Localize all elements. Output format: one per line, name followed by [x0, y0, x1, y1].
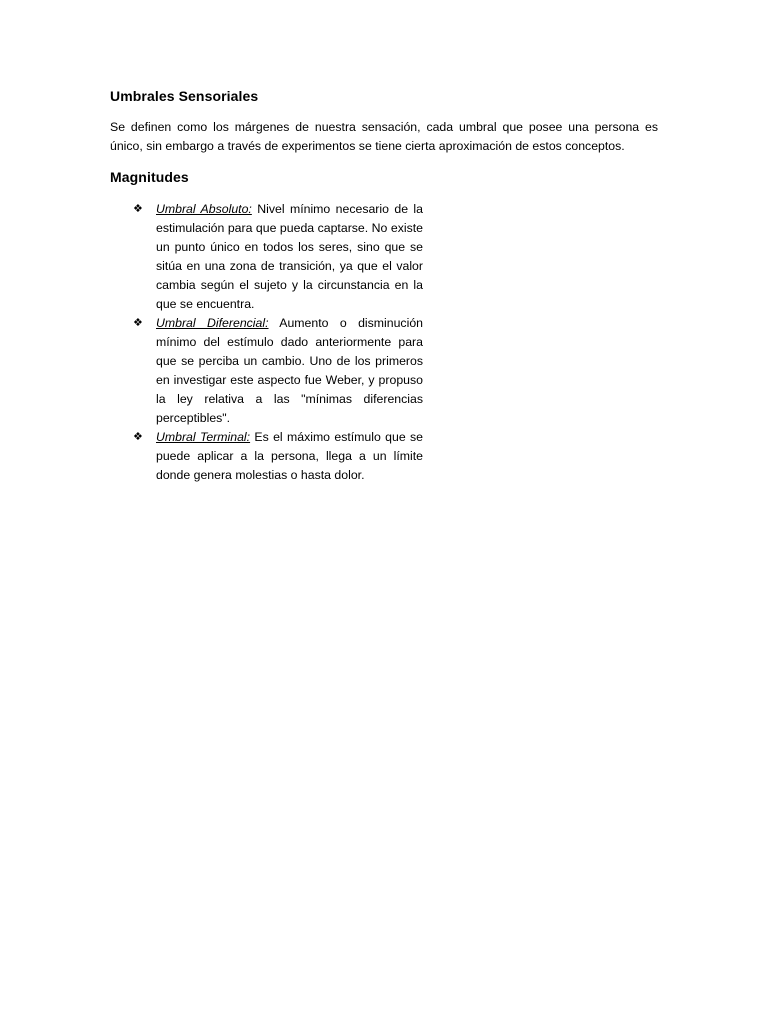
term-description: Nivel mínimo necesario de la estimulación para que pueda captarse. No existe un punto único en todos los seres, sino que se sitúa en una zona de transición, ya que el valor cambia según el sujeto y la circunstancia en la que se encuentra. — [156, 202, 423, 311]
diamond-bullet-icon: ❖ — [133, 317, 143, 329]
page-title: Umbrales Sensoriales — [110, 88, 259, 104]
intro-paragraph: Se definen como los márgenes de nuestra sensación, cada umbral que posee una persona es único, sin embargo a través de experimentos se tiene cierta aproximación de estos conceptos. — [110, 120, 658, 153]
magnitudes-list — [133, 200, 423, 485]
term-label: Umbral Terminal: — [156, 430, 251, 444]
section-heading: Magnitudes — [110, 169, 189, 185]
diamond-bullet-icon: ❖ — [133, 203, 143, 215]
term-description: Es el máximo estímulo que se puede aplicar a la persona, llega a un límite donde genera molestias o hasta dolor. — [156, 430, 423, 482]
term-label: Umbral Absoluto: — [156, 202, 252, 216]
term-description: Aumento o disminución mínimo del estímulo dado anteriormente para que se perciba un cambio. Uno de los primeros en investigar este aspecto fue Weber, y propuso la ley relativa a las "mínimas diferencias perceptibles". — [156, 316, 423, 425]
list-item — [133, 428, 423, 485]
list-item — [133, 200, 423, 314]
list-item — [133, 314, 423, 428]
diamond-bullet-icon: ❖ — [133, 431, 143, 443]
term-label: Umbral Diferencial: — [156, 316, 269, 330]
